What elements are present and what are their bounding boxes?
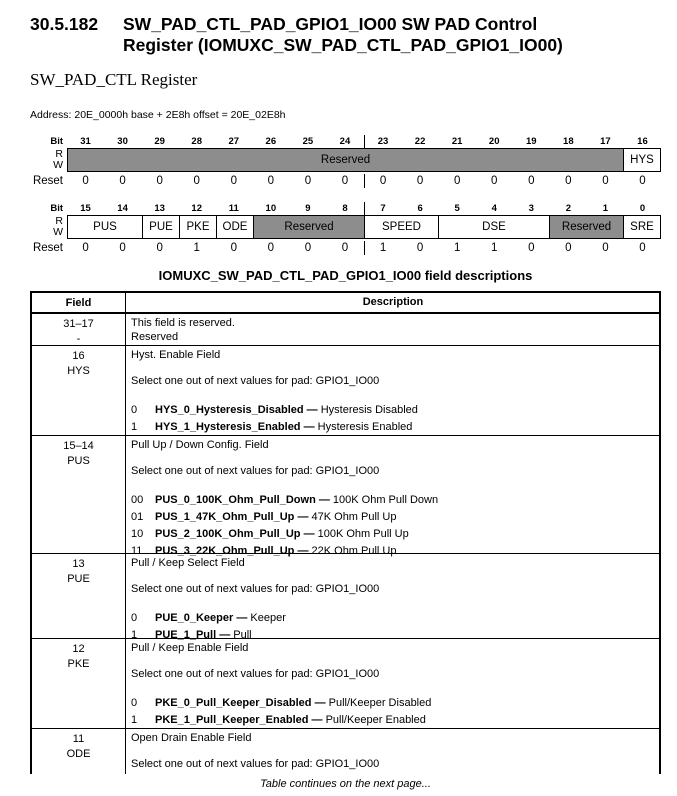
section-heading: [30, 14, 677, 56]
description-line: Open Drain Enable Field: [131, 732, 252, 744]
reset-value: 0: [364, 174, 402, 188]
description-cell: [126, 554, 659, 641]
field-cell: [32, 639, 126, 728]
bit-number: 9: [305, 203, 311, 214]
bit-field-cell: PUS: [93, 221, 117, 233]
description-cell: [126, 639, 659, 728]
bit-number: 30: [117, 136, 128, 147]
reset-value: 0: [119, 242, 126, 254]
bit-field-cell: PKE: [179, 216, 216, 238]
table-header-row: [32, 293, 659, 314]
reset-value: 0: [416, 242, 424, 254]
bit-number-cells: [67, 202, 661, 215]
reserved-field-cell: Reserved: [68, 149, 623, 171]
description-line: Reserved: [131, 331, 179, 343]
blank-line: [131, 478, 655, 490]
value-text: PUS_3_22K_Ohm_Pull_Up — 22K Ohm Pull Up: [155, 545, 397, 557]
bit-group-low: [28, 202, 661, 255]
bit-number: 12: [191, 203, 202, 214]
reset-label: Reset: [32, 242, 63, 254]
bit-label: Bit: [50, 203, 63, 214]
field-descriptions-title: IOMUXC_SW_PAD_CTL_PAD_GPIO1_IO00 field descriptions: [158, 268, 533, 283]
bit-number: 21: [451, 136, 463, 147]
reset-value: 0: [565, 175, 572, 187]
table-row: [32, 346, 659, 436]
field-cell-line: 11: [72, 733, 85, 745]
register-subtitle: SW_PAD_CTL Register: [30, 70, 198, 89]
field-cell-line: 31–17: [63, 318, 94, 330]
bit-label: Bit: [50, 136, 63, 147]
description-line: Pull / Keep Select Field: [131, 557, 245, 569]
bit-field-cell: PUE: [142, 216, 179, 238]
description-line: Pull / Keep Enable Field: [131, 642, 249, 654]
reset-value: 0: [304, 242, 312, 254]
value-code: 11: [131, 545, 143, 557]
value-text: PUS_1_47K_Ohm_Pull_Up — 47K Ohm Pull Up: [155, 511, 397, 523]
field-cell-line: PUS: [67, 455, 90, 467]
reset-value: 0: [119, 175, 126, 187]
section-number: 30.5.182: [30, 14, 99, 34]
section-title: [123, 14, 563, 56]
value-code: 10: [131, 528, 144, 540]
blank-line: [131, 745, 655, 757]
rw-row: [28, 148, 661, 172]
reset-row: [28, 174, 661, 188]
field-cell: [32, 314, 126, 345]
field-cell-line: 12: [72, 643, 85, 655]
section-title-line-1: SW_PAD_CTL_PAD_GPIO1_IO00 SW PAD Control: [123, 14, 538, 34]
value-line: [131, 420, 655, 434]
bit-number: 7: [364, 202, 402, 215]
reset-value: 0: [639, 175, 646, 187]
blank-line: [131, 655, 655, 667]
bit-field-cell: HYS: [623, 149, 660, 171]
field-cell-line: PUE: [67, 573, 90, 585]
table-row: [32, 554, 659, 639]
value-line: [131, 611, 655, 625]
value-text: PKE_0_Pull_Keeper_Disabled — Pull/Keeper Disabled: [155, 697, 432, 709]
w-label: W: [53, 159, 63, 171]
bit-number: 23: [364, 135, 402, 148]
reset-value: 0: [528, 175, 535, 187]
value-name: PUE_0_Keeper —: [155, 612, 248, 624]
bit-number: 22: [414, 136, 426, 147]
bit-number: 31: [80, 136, 91, 147]
reset-value: 0: [156, 175, 163, 187]
field-cell-line: PKE: [67, 658, 90, 670]
bit-number: 29: [154, 136, 165, 147]
value-name: PKE_0_Pull_Keeper_Disabled —: [155, 697, 326, 709]
value-code: 0: [131, 697, 138, 709]
reset-value: 0: [602, 242, 609, 254]
description-line: Select one out of next values for pad: GPIO1_IO00: [131, 583, 380, 595]
reset-value: 0: [193, 175, 200, 187]
reset-value: 0: [156, 242, 163, 254]
value-text: PUE_0_Keeper — Keeper: [155, 612, 286, 624]
value-name: HYS_0_Hysteresis_Disabled —: [155, 404, 318, 416]
field-descriptions-table: [30, 291, 661, 774]
field-cell-line: 15–14: [63, 440, 94, 452]
field-cell: [32, 554, 126, 638]
rw-row: [28, 215, 661, 239]
field-boxes: [67, 148, 661, 172]
reset-value: 0: [639, 242, 646, 254]
r-label: R: [55, 148, 63, 160]
reset-value: 1: [453, 242, 461, 254]
field-cell-line: HYS: [67, 365, 90, 377]
reset-value: 0: [267, 242, 275, 254]
bit-number: 2: [565, 203, 571, 214]
bit-field-cell: ODE: [216, 216, 253, 238]
bit-number: 8: [342, 203, 348, 214]
field-header: Field: [32, 293, 126, 312]
reset-value: 0: [602, 175, 609, 187]
value-name: PUS_2_100K_Ohm_Pull_Up —: [155, 528, 315, 540]
reset-value: 0: [82, 175, 89, 187]
address-line: Address: 20E_0000h base + 2E8h offset = 20E_02E8h: [30, 109, 286, 121]
bit-number: 11: [228, 203, 239, 214]
bit-number: 10: [265, 203, 277, 214]
description-cell: [126, 314, 659, 345]
value-code: 01: [131, 511, 144, 523]
reset-cells: [67, 174, 661, 188]
bit-number: 1: [602, 203, 609, 214]
rw-label: [28, 215, 67, 239]
reset-value: 0: [528, 242, 535, 254]
value-line: [131, 696, 655, 710]
table-row: [32, 436, 659, 557]
reset-row: [28, 241, 661, 255]
bit-number: 6: [417, 203, 423, 214]
value-text: PUS_0_100K_Ohm_Pull_Down — 100K Ohm Pull Down: [155, 494, 439, 506]
value-text: PKE_1_Pull_Keeper_Enabled — Pull/Keeper Enabled: [155, 714, 426, 726]
value-code: 1: [131, 714, 138, 726]
bit-number: 16: [637, 136, 648, 147]
bit-number: 3: [528, 203, 534, 214]
table-row: [32, 314, 659, 346]
description-cell: [126, 729, 659, 774]
table-row: [32, 639, 659, 729]
value-name: PKE_1_Pull_Keeper_Enabled —: [155, 714, 323, 726]
reset-value: 0: [341, 175, 349, 187]
manual-page: [0, 14, 677, 796]
blank-line: [131, 681, 655, 693]
description-header: Description: [362, 296, 424, 308]
r-label: R: [55, 215, 63, 227]
value-name: PUS_3_22K_Ohm_Pull_Up —: [155, 545, 309, 557]
value-name: HYS_1_Hysteresis_Enabled —: [155, 421, 315, 433]
reset-value: 1: [193, 242, 200, 254]
value-code: 1: [131, 629, 138, 641]
value-line: [131, 510, 655, 524]
bit-number: 18: [563, 136, 574, 147]
field-cell: [32, 729, 126, 774]
section-title-line-2: Register (IOMUXC_SW_PAD_CTL_PAD_GPIO1_IO00): [123, 35, 563, 55]
bit-number: 19: [525, 136, 537, 147]
bit-field-cell: SRE: [623, 216, 660, 238]
bit-number: 20: [488, 136, 500, 147]
reset-value: 0: [304, 175, 312, 187]
description-line: Select one out of next values for pad: GPIO1_IO00: [131, 375, 380, 387]
reset-value: 0: [453, 175, 461, 187]
table-row: [32, 729, 659, 774]
reserved-field-cell: Reserved: [253, 216, 364, 238]
rw-label: [28, 148, 67, 172]
bit-number-row: [28, 202, 661, 215]
reset-value: 0: [341, 242, 349, 254]
blank-line: [131, 570, 655, 582]
bit-number: 17: [600, 136, 611, 147]
bit-number: 15: [80, 203, 91, 214]
bit-number: 4: [491, 203, 497, 214]
bit-number: 27: [228, 136, 240, 147]
value-line: [131, 403, 655, 417]
bit-number: 14: [117, 203, 128, 214]
blank-line: [131, 596, 655, 608]
value-code: 0: [131, 404, 138, 416]
bit-group-high: [28, 135, 661, 188]
bit-number-cells: [67, 135, 661, 148]
value-code: 0: [131, 612, 138, 624]
reset-value: 0: [491, 175, 498, 187]
value-name: PUS_0_100K_Ohm_Pull_Down —: [155, 494, 330, 506]
reset-value: 0: [267, 175, 275, 187]
reset-value: 1: [491, 242, 498, 254]
description-line: Pull Up / Down Config. Field: [131, 439, 269, 451]
table-continuation-note: Table continues on the next page...: [260, 778, 431, 790]
reset-value: 1: [364, 241, 402, 255]
blank-line: [131, 388, 655, 400]
value-code: 1: [131, 421, 138, 433]
description-line: This field is reserved.: [131, 317, 235, 329]
description-line: Select one out of next values for pad: GPIO1_IO00: [131, 758, 380, 770]
value-text: PUS_2_100K_Ohm_Pull_Up — 100K Ohm Pull Up: [155, 528, 409, 540]
field-boxes: [67, 215, 661, 239]
value-line: [131, 527, 655, 541]
field-cell: [32, 346, 126, 435]
field-cell: [32, 436, 126, 553]
reset-value: 0: [230, 175, 237, 187]
reset-value: 0: [230, 242, 237, 254]
description-cell: [126, 346, 659, 435]
blank-line: [131, 452, 655, 464]
bit-number-row: [28, 135, 661, 148]
bit-number: 0: [639, 203, 646, 214]
description-line: Select one out of next values for pad: GPIO1_IO00: [131, 465, 380, 477]
field-cell-line: ODE: [66, 748, 91, 760]
description-cell: [126, 436, 659, 557]
reset-value: 0: [416, 175, 424, 187]
value-line: [131, 493, 655, 507]
bit-field-cell: DSE: [438, 216, 549, 238]
register-bit-diagram: [28, 135, 661, 255]
bit-number: 24: [339, 136, 351, 147]
description-line: Select one out of next values for pad: GPIO1_IO00: [131, 668, 380, 680]
reserved-field-cell: Reserved: [549, 216, 623, 238]
bit-number: 26: [265, 136, 277, 147]
reset-value: 0: [82, 242, 89, 254]
reset-label: Reset: [32, 175, 63, 187]
value-text: PUE_1_Pull — Pull: [155, 629, 252, 641]
bit-number: 28: [191, 136, 202, 147]
blank-line: [131, 362, 655, 374]
bit-number: 25: [302, 136, 314, 147]
field-cell-line: -: [76, 333, 81, 345]
value-line: [131, 713, 655, 727]
value-code: 00: [131, 494, 144, 506]
field-cell-line: 16: [72, 350, 85, 362]
value-name: PUS_1_47K_Ohm_Pull_Up —: [155, 511, 309, 523]
bit-number: 5: [454, 203, 460, 214]
value-text: HYS_1_Hysteresis_Enabled — Hysteresis Enabled: [155, 421, 413, 433]
reset-cells: [67, 241, 661, 255]
bit-field-cell: SPEED: [364, 216, 438, 238]
reset-value: 0: [565, 242, 572, 254]
value-name: PUE_1_Pull —: [155, 629, 231, 641]
value-text: HYS_0_Hysteresis_Disabled — Hysteresis Disabled: [155, 404, 418, 416]
bit-number: 13: [154, 203, 165, 214]
w-label: W: [53, 226, 63, 238]
field-cell-line: 13: [72, 558, 85, 570]
description-line: Hyst. Enable Field: [131, 349, 221, 361]
